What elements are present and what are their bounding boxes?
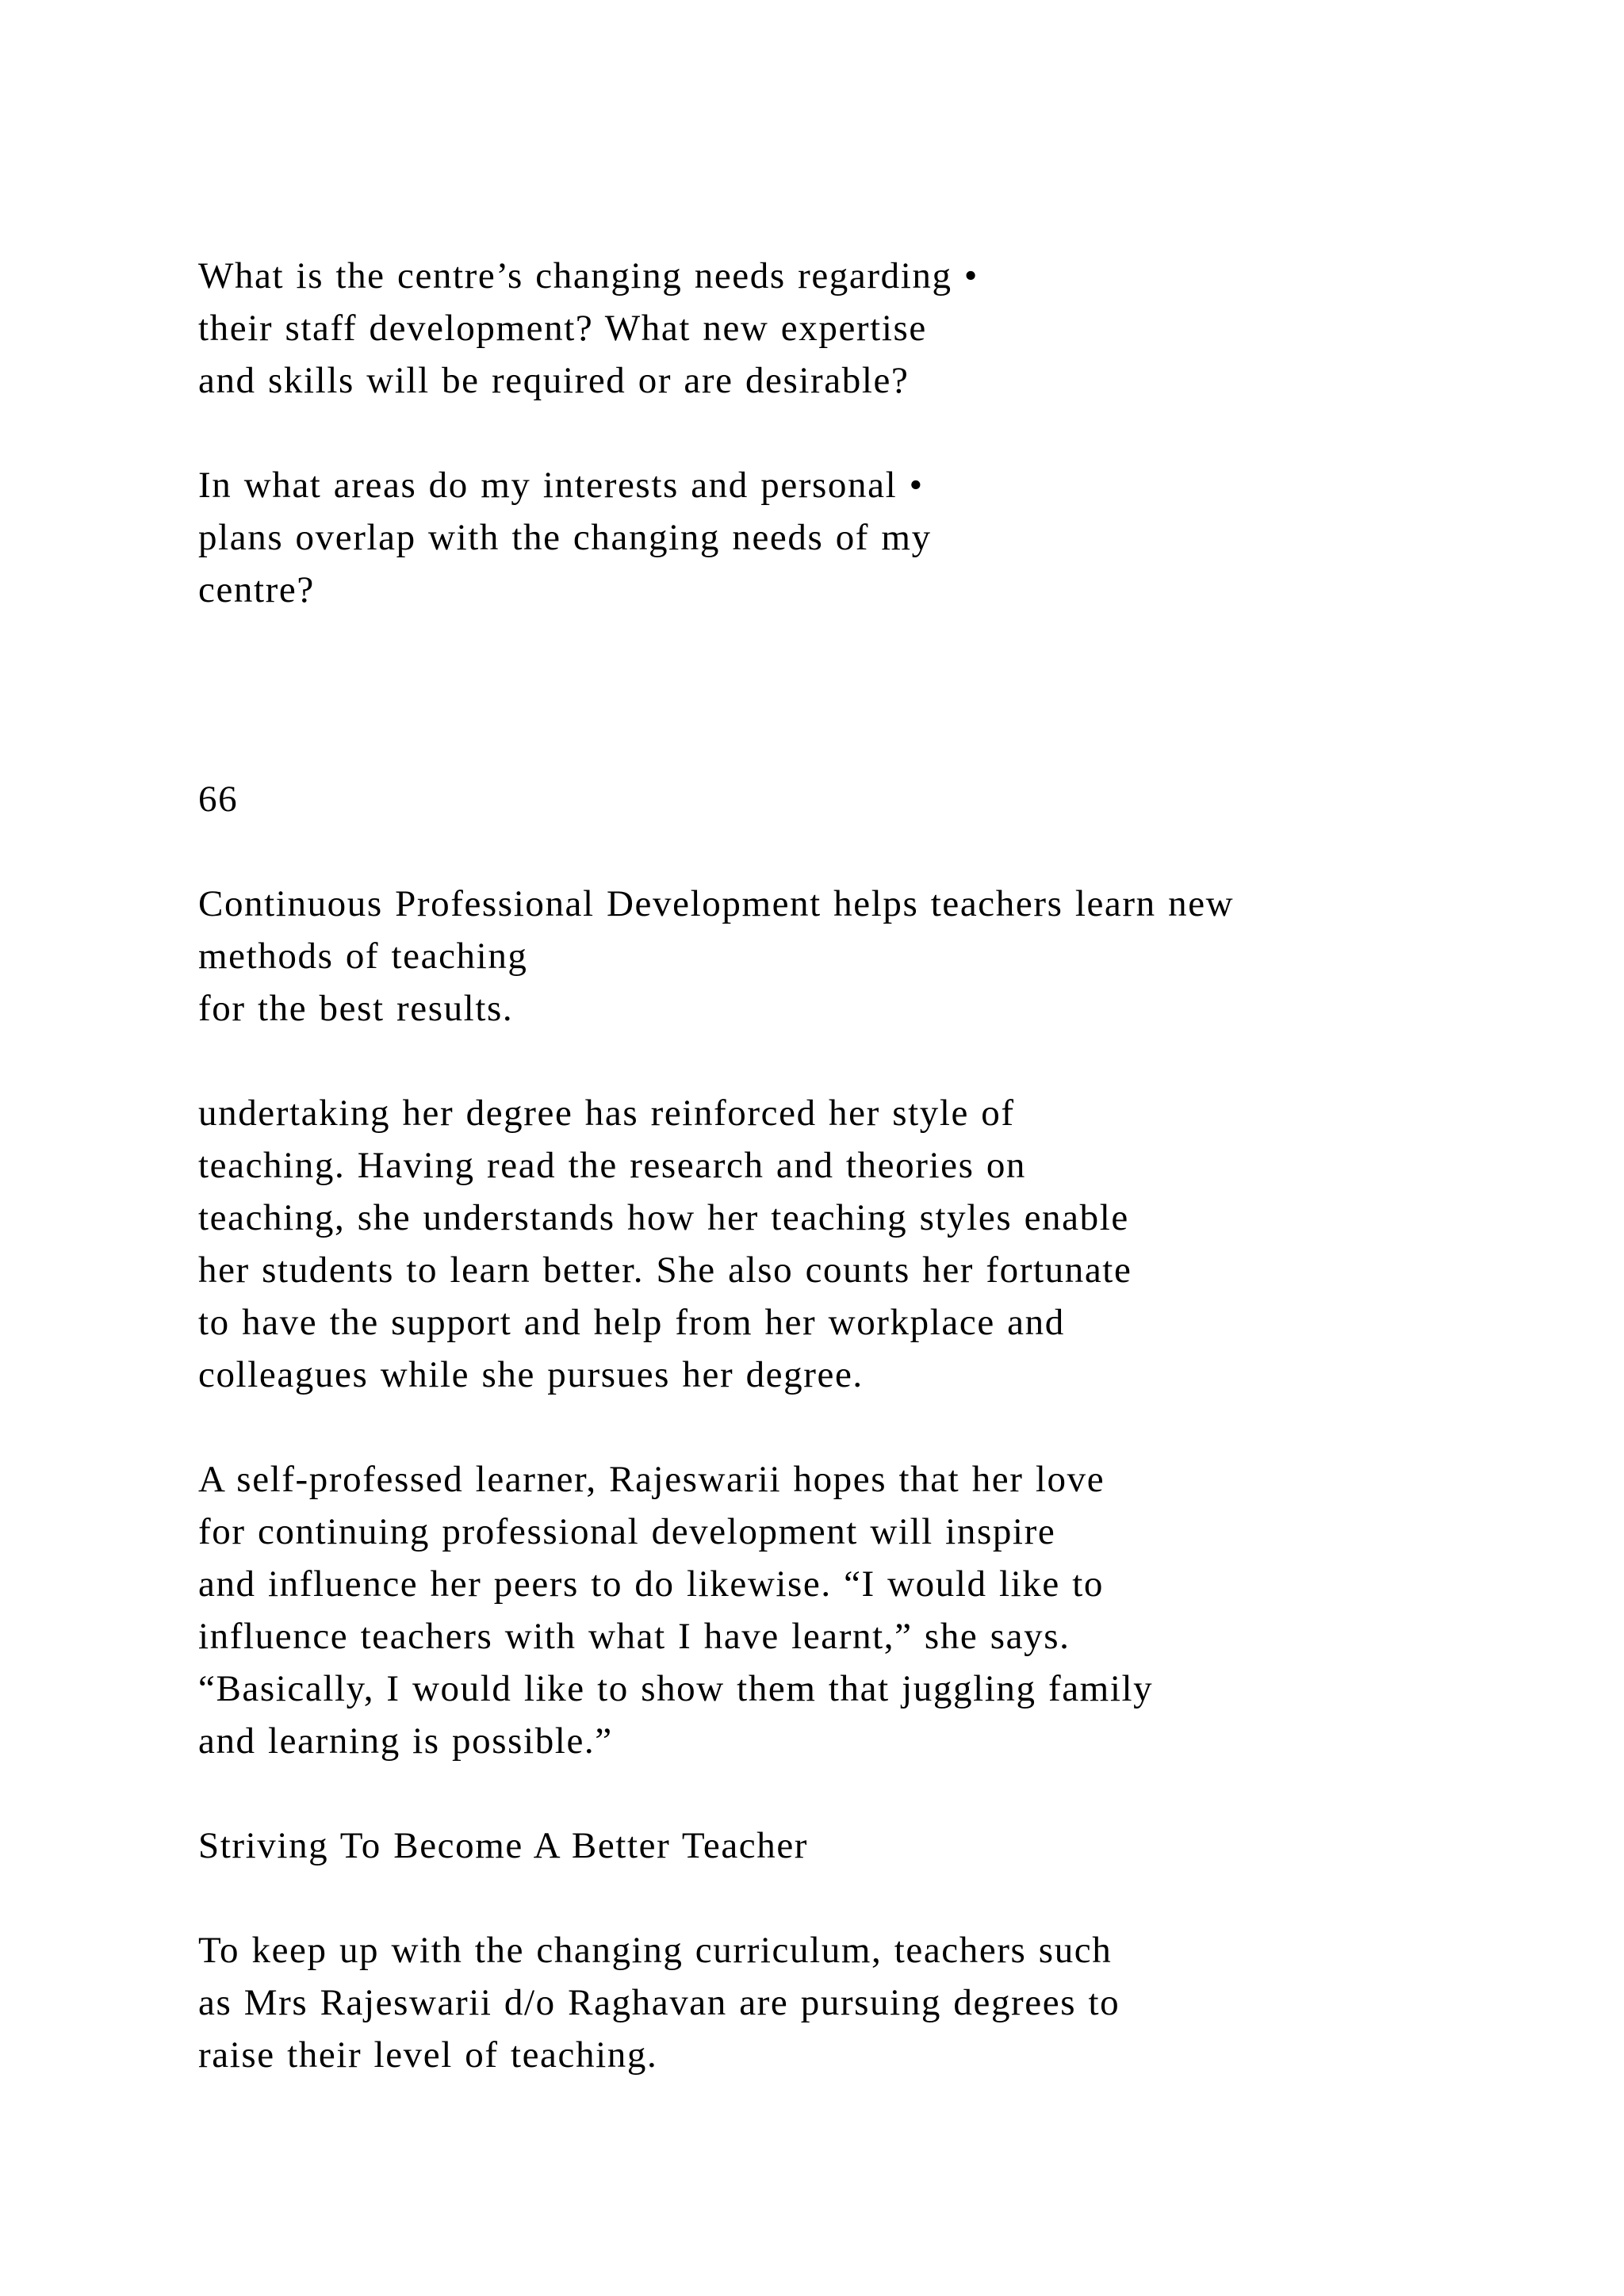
- text-line: for the best results.: [198, 988, 514, 1029]
- text-line: as Mrs Rajeswarii d/o Raghavan are pursuing degrees to: [198, 1982, 1120, 2023]
- text-line: A self-professed learner, Rajeswarii hopes that her love: [198, 1459, 1105, 1500]
- text-line: To keep up with the changing curriculum, teachers such: [198, 1930, 1113, 1971]
- text-line: and skills will be required or are desirable?: [198, 360, 910, 401]
- paragraph-learner: [198, 1453, 1153, 1767]
- text-line: In what areas do my interests and personal •: [198, 465, 924, 506]
- heading: [198, 1820, 808, 1872]
- text-line: her students to learn better. She also counts her fortunate: [198, 1249, 1132, 1291]
- text-line: influence teachers with what I have learnt,” she says.: [198, 1616, 1071, 1657]
- text-line: undertaking her degree has reinforced her style of: [198, 1093, 1015, 1134]
- question-2: [198, 459, 932, 616]
- text-line: raise their level of teaching.: [198, 2034, 658, 2076]
- text-line: methods of teaching: [198, 936, 528, 977]
- text-line: teaching. Having read the research and theories on: [198, 1145, 1027, 1186]
- text-line: Continuous Professional Development helps teachers learn new: [198, 883, 1235, 924]
- paragraph-degree: [198, 1087, 1132, 1401]
- caption: [198, 878, 1234, 1035]
- text-line: teaching, she understands how her teaching styles enable: [198, 1197, 1129, 1238]
- heading-text: Striving To Become A Better Teacher: [198, 1825, 809, 1866]
- text-line: “Basically, I would like to show them that juggling family: [198, 1668, 1154, 1709]
- paragraph-intro: [198, 1924, 1120, 2081]
- text-line: What is the centre’s changing needs regarding •: [198, 255, 979, 297]
- text-line: colleagues while she pursues her degree.: [198, 1354, 864, 1395]
- page-number-text: 66: [198, 779, 239, 820]
- text-line: their staff development? What new expertise: [198, 308, 927, 349]
- text-line: and influence her peers to do likewise. “I would like to: [198, 1563, 1104, 1605]
- text-line: centre?: [198, 569, 315, 610]
- text-line: to have the support and help from her workplace and: [198, 1302, 1065, 1343]
- question-1: [198, 250, 979, 407]
- text-line: for continuing professional development will inspire: [198, 1511, 1056, 1552]
- text-line: plans overlap with the changing needs of my: [198, 517, 932, 558]
- text-line: and learning is possible.”: [198, 1720, 613, 1762]
- page-number: [198, 773, 238, 825]
